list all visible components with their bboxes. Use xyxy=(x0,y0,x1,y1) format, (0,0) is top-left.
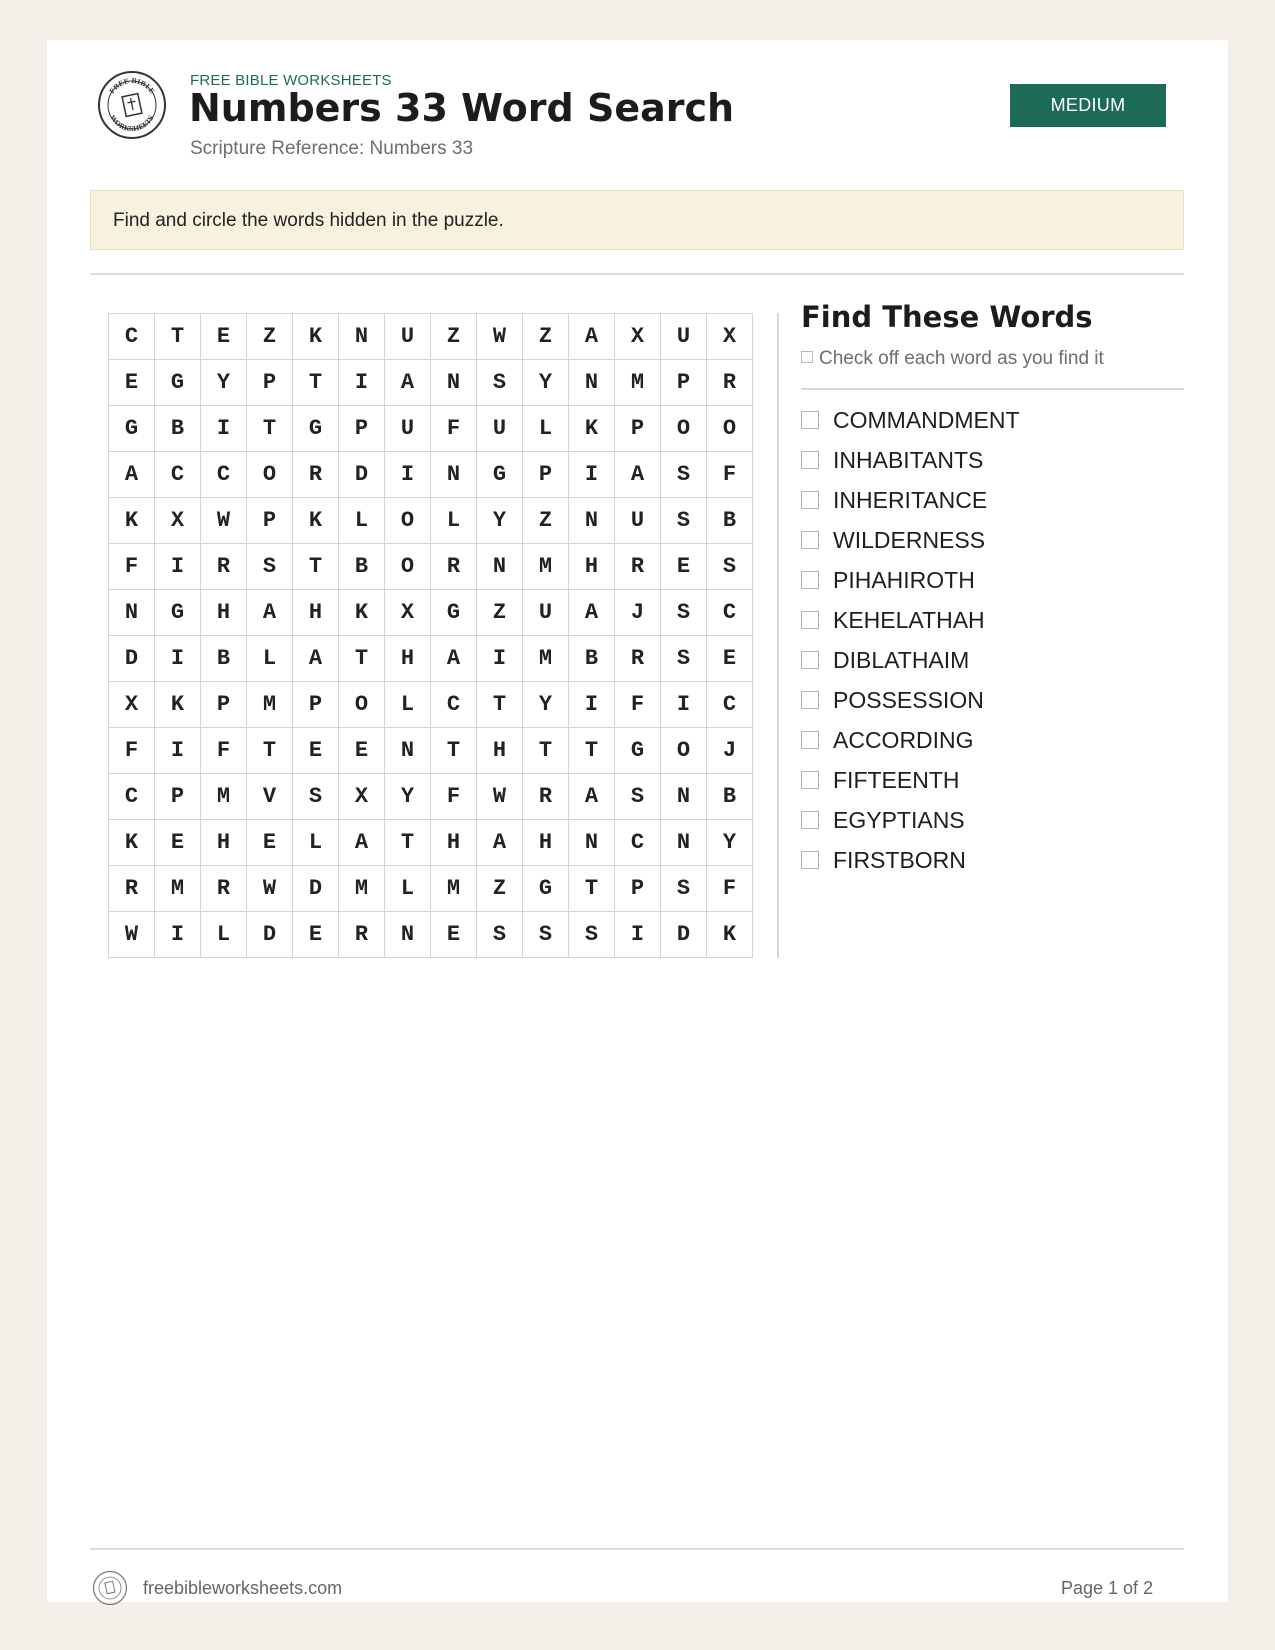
grid-cell[interactable]: X xyxy=(707,314,753,360)
grid-row xyxy=(109,498,753,544)
instructions-text: Find and circle the words hidden in the puzzle. xyxy=(113,210,504,231)
grid-cell[interactable]: U xyxy=(523,590,569,636)
grid-cell[interactable]: S xyxy=(247,544,293,590)
grid-row xyxy=(109,682,753,728)
grid-cell[interactable]: P xyxy=(661,360,707,406)
word-label: POSSESSION xyxy=(833,686,984,713)
grid-cell[interactable]: A xyxy=(569,314,615,360)
grid-cell[interactable]: I xyxy=(155,544,201,590)
word-list-item xyxy=(801,560,1020,600)
grid-cell[interactable]: O xyxy=(247,452,293,498)
grid-cell[interactable]: F xyxy=(431,774,477,820)
grid-cell[interactable]: K xyxy=(339,590,385,636)
grid-cell[interactable]: G xyxy=(155,360,201,406)
grid-cell[interactable]: N xyxy=(109,590,155,636)
word-list-divider xyxy=(801,388,1184,390)
word-label: DIBLATHAIM xyxy=(833,646,970,673)
grid-cell[interactable]: P xyxy=(201,682,247,728)
bible-logo-icon xyxy=(97,70,167,140)
grid-row xyxy=(109,912,753,958)
grid-cell[interactable]: N xyxy=(569,498,615,544)
grid-cell[interactable]: I xyxy=(155,636,201,682)
grid-cell[interactable]: A xyxy=(339,820,385,866)
word-list-item xyxy=(801,640,1020,680)
grid-cell[interactable]: W xyxy=(109,912,155,958)
word-list-item xyxy=(801,760,1020,800)
word-list-item xyxy=(801,480,1020,520)
grid-cell[interactable]: N xyxy=(477,544,523,590)
grid-cell[interactable]: O xyxy=(707,406,753,452)
grid-cell[interactable]: L xyxy=(385,866,431,912)
grid-cell[interactable]: N xyxy=(569,360,615,406)
grid-cell[interactable]: A xyxy=(247,590,293,636)
grid-cell[interactable]: S xyxy=(661,636,707,682)
grid-cell[interactable]: R xyxy=(293,452,339,498)
grid-row xyxy=(109,452,753,498)
grid-cell[interactable]: R xyxy=(201,544,247,590)
grid-cell[interactable]: O xyxy=(661,728,707,774)
grid-cell[interactable]: Y xyxy=(707,820,753,866)
word-list-item xyxy=(801,600,1020,640)
grid-cell[interactable]: F xyxy=(109,728,155,774)
word-list xyxy=(801,400,1020,880)
grid-cell[interactable]: W xyxy=(477,314,523,360)
grid-cell[interactable]: T xyxy=(431,728,477,774)
grid-cell[interactable]: Z xyxy=(247,314,293,360)
grid-cell[interactable]: A xyxy=(569,774,615,820)
grid-cell[interactable]: T xyxy=(477,682,523,728)
footer-divider xyxy=(90,1548,1184,1550)
grid-cell[interactable]: G xyxy=(155,590,201,636)
grid-cell[interactable]: S xyxy=(661,590,707,636)
word-list-item xyxy=(801,520,1020,560)
grid-cell[interactable]: H xyxy=(477,728,523,774)
word-list-subtitle-text: Check off each word as you find it xyxy=(819,348,1104,369)
grid-cell[interactable]: S xyxy=(569,912,615,958)
grid-cell[interactable]: R xyxy=(339,912,385,958)
grid-cell[interactable]: H xyxy=(431,820,477,866)
word-label: INHERITANCE xyxy=(833,486,988,513)
grid-cell[interactable]: U xyxy=(385,406,431,452)
grid-cell[interactable]: I xyxy=(155,728,201,774)
grid-cell[interactable]: L xyxy=(293,820,339,866)
grid-cell[interactable]: A xyxy=(109,452,155,498)
word-checkbox[interactable] xyxy=(801,491,819,509)
grid-cell[interactable]: S xyxy=(293,774,339,820)
footer-url: freebibleworksheets.com xyxy=(143,1578,343,1598)
grid-cell[interactable]: H xyxy=(201,590,247,636)
grid-cell[interactable]: Y xyxy=(385,774,431,820)
grid-cell[interactable]: R xyxy=(615,636,661,682)
grid-cell[interactable]: V xyxy=(247,774,293,820)
grid-cell[interactable]: S xyxy=(477,360,523,406)
grid-cell[interactable]: J xyxy=(707,728,753,774)
grid-cell[interactable]: Y xyxy=(523,360,569,406)
grid-cell[interactable]: E xyxy=(293,728,339,774)
grid-cell[interactable]: X xyxy=(615,314,661,360)
grid-cell[interactable]: N xyxy=(661,774,707,820)
grid-cell[interactable]: T xyxy=(293,544,339,590)
grid-cell[interactable]: Z xyxy=(523,498,569,544)
logo-text-top: FREE BIBLE xyxy=(107,76,157,96)
grid-cell[interactable]: D xyxy=(661,912,707,958)
grid-cell[interactable]: L xyxy=(247,636,293,682)
grid-cell[interactable]: M xyxy=(523,544,569,590)
grid-cell[interactable]: N xyxy=(569,820,615,866)
grid-cell[interactable]: C xyxy=(155,452,201,498)
grid-cell[interactable]: W xyxy=(201,498,247,544)
word-list-title: Find These Words xyxy=(801,300,1093,334)
grid-cell[interactable]: K xyxy=(109,498,155,544)
grid-cell[interactable]: U xyxy=(477,406,523,452)
grid-cell[interactable]: K xyxy=(155,682,201,728)
grid-cell[interactable]: E xyxy=(201,314,247,360)
grid-cell[interactable]: P xyxy=(339,406,385,452)
grid-cell[interactable]: K xyxy=(293,314,339,360)
grid-cell[interactable]: A xyxy=(569,590,615,636)
grid-cell[interactable]: S xyxy=(707,544,753,590)
word-label: FIFTEENTH xyxy=(833,766,960,793)
grid-cell[interactable]: S xyxy=(523,912,569,958)
grid-cell[interactable]: J xyxy=(615,590,661,636)
grid-cell[interactable]: T xyxy=(247,406,293,452)
grid-cell[interactable]: T xyxy=(523,728,569,774)
word-checkbox[interactable] xyxy=(801,411,819,429)
grid-cell[interactable]: U xyxy=(615,498,661,544)
grid-cell[interactable]: S xyxy=(615,774,661,820)
grid-cell[interactable]: I xyxy=(385,452,431,498)
word-checkbox[interactable] xyxy=(801,691,819,709)
grid-cell[interactable]: I xyxy=(615,912,661,958)
word-list-item xyxy=(801,800,1020,840)
grid-cell[interactable]: O xyxy=(339,682,385,728)
grid-row xyxy=(109,774,753,820)
grid-cell[interactable]: K xyxy=(569,406,615,452)
checkbox-hint-icon xyxy=(801,351,813,363)
grid-cell[interactable]: H xyxy=(201,820,247,866)
grid-cell[interactable]: E xyxy=(247,820,293,866)
grid-cell[interactable]: D xyxy=(109,636,155,682)
grid-cell[interactable]: N xyxy=(661,820,707,866)
word-label: EGYPTIANS xyxy=(833,806,965,833)
instructions-box xyxy=(90,190,1184,250)
grid-cell[interactable]: S xyxy=(661,866,707,912)
grid-cell[interactable]: U xyxy=(661,314,707,360)
grid-cell[interactable]: R xyxy=(707,360,753,406)
scripture-reference: Scripture Reference: Numbers 33 xyxy=(190,138,474,159)
grid-cell[interactable]: T xyxy=(293,360,339,406)
grid-cell[interactable]: M xyxy=(339,866,385,912)
grid-cell[interactable]: P xyxy=(247,360,293,406)
grid-cell[interactable]: Y xyxy=(477,498,523,544)
grid-cell[interactable]: R xyxy=(523,774,569,820)
word-list-item xyxy=(801,680,1020,720)
grid-row xyxy=(109,406,753,452)
worksheet-page xyxy=(47,40,1228,1602)
grid-cell[interactable]: N xyxy=(339,314,385,360)
word-list-item xyxy=(801,400,1020,440)
word-list-item xyxy=(801,720,1020,760)
grid-cell[interactable]: F xyxy=(707,452,753,498)
word-label: PIHAHIROTH xyxy=(833,566,975,593)
grid-row xyxy=(109,360,753,406)
grid-cell[interactable]: P xyxy=(615,406,661,452)
grid-cell[interactable]: M xyxy=(431,866,477,912)
grid-cell[interactable]: M xyxy=(201,774,247,820)
grid-cell[interactable]: M xyxy=(615,360,661,406)
grid-cell[interactable]: W xyxy=(477,774,523,820)
grid-cell[interactable]: M xyxy=(523,636,569,682)
word-list-item xyxy=(801,840,1020,880)
grid-cell[interactable]: A xyxy=(477,820,523,866)
word-list-item xyxy=(801,440,1020,480)
word-checkbox[interactable] xyxy=(801,771,819,789)
grid-row xyxy=(109,866,753,912)
grid-cell[interactable]: L xyxy=(201,912,247,958)
word-label: KEHELATHAH xyxy=(833,606,985,633)
grid-cell[interactable]: F xyxy=(431,406,477,452)
grid-row xyxy=(109,636,753,682)
grid-cell[interactable]: Z xyxy=(523,314,569,360)
grid-cell[interactable]: K xyxy=(707,912,753,958)
grid-cell[interactable]: C xyxy=(431,682,477,728)
grid-cell[interactable]: S xyxy=(661,498,707,544)
grid-cell[interactable]: T xyxy=(155,314,201,360)
section-divider xyxy=(90,273,1184,275)
grid-cell[interactable]: A xyxy=(615,452,661,498)
grid-cell[interactable]: L xyxy=(385,682,431,728)
grid-cell[interactable]: C xyxy=(201,452,247,498)
grid-cell[interactable]: B xyxy=(155,406,201,452)
grid-cell[interactable]: B xyxy=(707,498,753,544)
grid-cell[interactable]: P xyxy=(293,682,339,728)
word-label: ACCORDING xyxy=(833,726,974,753)
grid-cell[interactable]: O xyxy=(661,406,707,452)
grid-cell[interactable]: L xyxy=(431,498,477,544)
grid-cell[interactable]: P xyxy=(615,866,661,912)
grid-cell[interactable]: E xyxy=(431,912,477,958)
grid-row xyxy=(109,820,753,866)
grid-cell[interactable]: C xyxy=(615,820,661,866)
grid-cell[interactable]: T xyxy=(247,728,293,774)
grid-cell[interactable]: K xyxy=(109,820,155,866)
grid-cell[interactable]: C xyxy=(109,774,155,820)
word-list-subtitle xyxy=(801,348,1104,370)
grid-row xyxy=(109,544,753,590)
grid-cell[interactable]: B xyxy=(707,774,753,820)
grid-cell[interactable]: H xyxy=(293,590,339,636)
grid-cell[interactable]: Z xyxy=(477,590,523,636)
grid-cell[interactable]: I xyxy=(569,682,615,728)
grid-cell[interactable]: L xyxy=(523,406,569,452)
grid-cell[interactable]: X xyxy=(385,590,431,636)
grid-cell[interactable]: P xyxy=(247,498,293,544)
grid-cell[interactable]: G xyxy=(477,452,523,498)
word-label: INHABITANTS xyxy=(833,446,984,473)
grid-cell[interactable]: C xyxy=(707,682,753,728)
word-checkbox[interactable] xyxy=(801,731,819,749)
grid-cell[interactable]: I xyxy=(661,682,707,728)
grid-cell[interactable]: K xyxy=(293,498,339,544)
grid-cell[interactable]: S xyxy=(661,452,707,498)
word-checkbox[interactable] xyxy=(801,811,819,829)
grid-cell[interactable]: D xyxy=(339,452,385,498)
word-checkbox[interactable] xyxy=(801,611,819,629)
grid-cell[interactable]: F xyxy=(109,544,155,590)
brand-name: FREE BIBLE WORKSHEETS xyxy=(190,72,392,89)
grid-cell[interactable]: E xyxy=(155,820,201,866)
grid-cell[interactable]: I xyxy=(569,452,615,498)
grid-row xyxy=(109,728,753,774)
grid-cell[interactable]: T xyxy=(569,866,615,912)
grid-cell[interactable]: F xyxy=(201,728,247,774)
grid-cell[interactable]: X xyxy=(339,774,385,820)
footer-logo-icon xyxy=(92,1570,128,1606)
grid-cell[interactable]: R xyxy=(431,544,477,590)
grid-cell[interactable]: T xyxy=(569,728,615,774)
grid-cell[interactable]: N xyxy=(431,452,477,498)
word-checkbox[interactable] xyxy=(801,531,819,549)
grid-cell[interactable]: C xyxy=(109,314,155,360)
word-checkbox[interactable] xyxy=(801,451,819,469)
grid-cell[interactable]: A xyxy=(385,360,431,406)
grid-cell[interactable]: I xyxy=(155,912,201,958)
word-label: COMMANDMENT xyxy=(833,406,1020,433)
grid-cell[interactable]: X xyxy=(109,682,155,728)
grid-cell[interactable]: Y xyxy=(201,360,247,406)
grid-cell[interactable]: E xyxy=(661,544,707,590)
word-label: WILDERNESS xyxy=(833,526,986,553)
grid-cell[interactable]: T xyxy=(339,636,385,682)
svg-text:FREE BIBLE xyxy=(108,77,156,95)
grid-cell[interactable]: I xyxy=(201,406,247,452)
grid-cell[interactable]: D xyxy=(247,912,293,958)
grid-cell[interactable]: G xyxy=(431,590,477,636)
grid-cell[interactable]: A xyxy=(431,636,477,682)
grid-cell[interactable]: T xyxy=(385,820,431,866)
grid-cell[interactable]: M xyxy=(155,866,201,912)
grid-cell[interactable]: Z xyxy=(477,866,523,912)
grid-cell[interactable]: Y xyxy=(523,682,569,728)
grid-cell[interactable]: F xyxy=(707,866,753,912)
grid-cell[interactable]: M xyxy=(247,682,293,728)
grid-cell[interactable]: C xyxy=(707,590,753,636)
grid-cell[interactable]: A xyxy=(293,636,339,682)
grid-cell[interactable]: I xyxy=(339,360,385,406)
grid-cell[interactable]: P xyxy=(523,452,569,498)
grid-row xyxy=(109,590,753,636)
grid-cell[interactable]: H xyxy=(523,820,569,866)
word-search-grid xyxy=(108,313,753,958)
logo-text-bottom: WORKSHEETS xyxy=(108,113,156,134)
grid-cell[interactable]: G xyxy=(615,728,661,774)
grid-cell[interactable]: W xyxy=(247,866,293,912)
grid-cell[interactable]: N xyxy=(385,728,431,774)
grid-cell[interactable]: R xyxy=(201,866,247,912)
column-divider xyxy=(777,313,779,958)
grid-cell[interactable]: G xyxy=(293,406,339,452)
grid-cell[interactable]: G xyxy=(523,866,569,912)
grid-cell[interactable]: D xyxy=(293,866,339,912)
grid-cell[interactable]: H xyxy=(385,636,431,682)
grid-cell[interactable]: U xyxy=(385,314,431,360)
grid-cell[interactable]: I xyxy=(477,636,523,682)
grid-cell[interactable]: N xyxy=(431,360,477,406)
grid-cell[interactable]: Z xyxy=(431,314,477,360)
grid-cell[interactable]: B xyxy=(201,636,247,682)
word-checkbox[interactable] xyxy=(801,651,819,669)
grid-cell[interactable]: N xyxy=(385,912,431,958)
grid-cell[interactable]: F xyxy=(615,682,661,728)
grid-cell[interactable]: H xyxy=(569,544,615,590)
grid-cell[interactable]: P xyxy=(155,774,201,820)
grid-cell[interactable]: R xyxy=(109,866,155,912)
grid-cell[interactable]: E xyxy=(109,360,155,406)
word-checkbox[interactable] xyxy=(801,851,819,869)
word-checkbox[interactable] xyxy=(801,571,819,589)
worksheet-header xyxy=(47,40,1228,180)
grid-cell[interactable]: O xyxy=(385,498,431,544)
grid-cell[interactable]: O xyxy=(385,544,431,590)
page-title: Numbers 33 Word Search xyxy=(189,86,735,130)
grid-cell[interactable]: R xyxy=(615,544,661,590)
grid-cell[interactable]: L xyxy=(339,498,385,544)
grid-cell[interactable]: S xyxy=(477,912,523,958)
grid-cell[interactable]: E xyxy=(293,912,339,958)
grid-cell[interactable]: B xyxy=(339,544,385,590)
grid-cell[interactable]: B xyxy=(569,636,615,682)
difficulty-badge: MEDIUM xyxy=(1010,84,1166,127)
grid-row xyxy=(109,314,753,360)
page-number: Page 1 of 2 xyxy=(1061,1578,1154,1598)
grid-cell[interactable]: G xyxy=(109,406,155,452)
grid-cell[interactable]: X xyxy=(155,498,201,544)
grid-cell[interactable]: E xyxy=(707,636,753,682)
word-label: FIRSTBORN xyxy=(833,846,966,873)
grid-cell[interactable]: E xyxy=(339,728,385,774)
